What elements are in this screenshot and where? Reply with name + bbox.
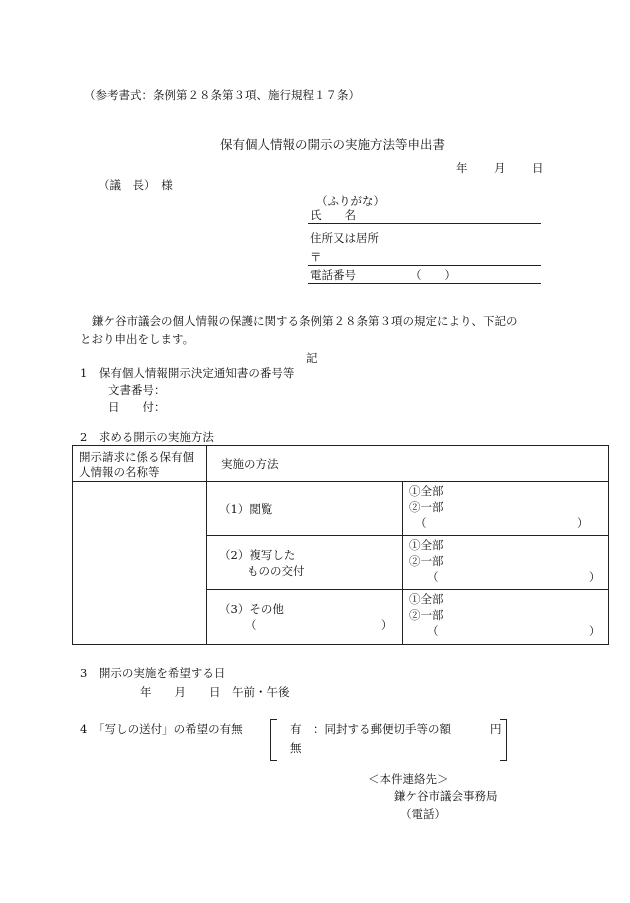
postal-mark: 〒 [310,250,322,264]
ki-mark: 記 [306,351,318,365]
option-2-all: ①全部 [409,538,444,552]
date-year-label: 年 [456,161,468,175]
reference-note: （参考書式：条例第２８条第３項、施行規程１７条） [84,88,360,102]
method-3-paren-open: （ [245,618,257,632]
option-1-paren-close: ） [577,516,589,530]
postage-no-option: 無 [290,741,302,755]
option-2-partial: ②一部 [409,554,444,568]
phone-label: 電話番号 [310,268,356,282]
method-2-line-2: ものの交付 [247,564,305,578]
intro-line-1: 鎌ケ谷市議会の個人情報の保護に関する条例第２８条第３項の規定により、下記の [92,314,518,328]
info-name-value-cell[interactable] [73,482,207,645]
section3-heading: 3 開示の実施を希望する日 [80,666,226,680]
method-header-cell [207,446,609,482]
info-name-header-line-2: 人情報の名称等 [79,465,160,479]
contact-office: 鎌ケ谷市議会事務局 [394,789,498,803]
info-name-header-cell [73,446,207,482]
address-label: 住所又は居所 [310,231,379,245]
date-month-label: 月 [494,161,506,175]
option-cell-2[interactable] [403,536,609,590]
section4-heading: 4 「写しの送付」の希望の有無 [80,722,243,736]
phone-area-paren: （ ） [410,268,456,282]
option-cell-3[interactable] [403,590,609,645]
section2-heading: 2 求める開示の実施方法 [80,430,214,444]
contact-phone: （電話） [400,807,446,821]
form-title: 保有個人情報の開示の実施方法等申出書 [220,137,446,152]
method-cell-3[interactable] [207,590,403,645]
method-header: 実施の方法 [221,457,279,471]
section1-heading: 1 保有個人情報開示決定通知書の番号等 [80,366,295,380]
method-1-label: （1）閲覧 [219,502,273,516]
left-bracket [270,719,277,761]
postage-yes-option: 有 ：同封する郵便切手等の額 [290,722,451,736]
right-bracket [500,719,507,761]
date-day-label: 日 [532,161,544,175]
method-3-label: （3）その他 [219,602,284,616]
option-3-all: ①全部 [409,592,444,606]
addressee: （議 長） 様 [98,178,173,192]
table-header-row [73,446,609,482]
intro-line-2: とおり申出をします。 [80,332,195,346]
contact-label: ＜本件連絡先＞ [368,772,449,786]
method-3-paren-close: ） [381,618,393,632]
furigana-label: （ふりがな） [316,194,385,208]
option-2-paren-close: ） [589,570,601,584]
method-cell-1 [207,482,403,536]
method-cell-2 [207,536,403,590]
notice-date-label: 日 付： [108,400,166,414]
phone-underline [308,283,541,284]
option-2-paren-open: （ [427,570,439,584]
name-label: 氏 名 [310,208,356,222]
table-row [73,482,609,536]
option-3-paren-open: （ [427,624,439,638]
option-1-paren-open: （ [415,516,427,530]
address-underline [308,265,541,266]
option-1-partial: ②一部 [409,500,444,514]
doc-number-label: 文書番号： [108,383,166,397]
info-name-header-line-1: 開示請求に係る保有個 [79,450,194,464]
name-underline [308,223,541,224]
method-table [72,445,609,645]
desired-date-line: 年 月 日 午前・午後 [140,685,290,699]
method-2-line-1: （2）複写した [219,548,296,562]
option-cell-1[interactable] [403,482,609,536]
option-3-partial: ②一部 [409,608,444,622]
option-1-all: ①全部 [409,484,444,498]
yen-label: 円 [490,722,502,736]
option-3-paren-close: ） [589,624,601,638]
